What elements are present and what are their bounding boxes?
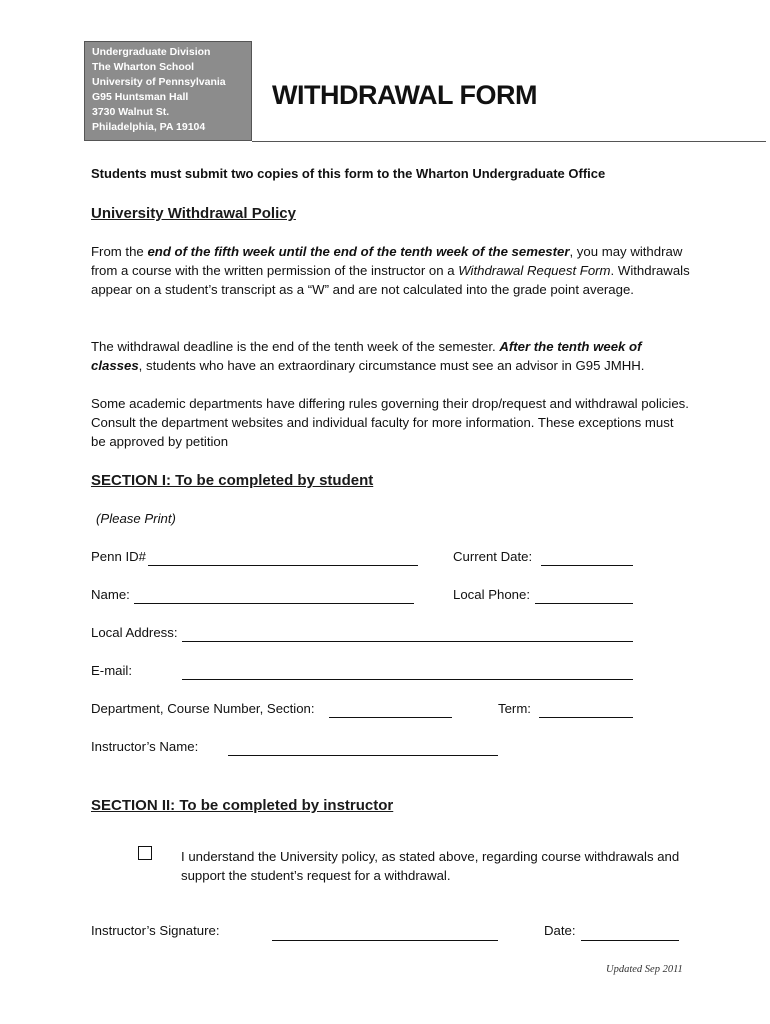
please-print-note: (Please Print)	[96, 511, 176, 526]
text-run: From the	[91, 244, 148, 259]
local-address-field[interactable]	[182, 641, 633, 642]
policy-paragraph-deadline-window	[91, 242, 691, 299]
submission-notice: Students must submit two copies of this form to the Wharton Undergraduate Office	[91, 166, 606, 181]
policy-heading-text: University Withdrawal Policy	[91, 205, 296, 222]
text-run-emphasis: end of the fifth week until the end of the tenth week of the semester	[147, 244, 570, 259]
acknowledgement-text: I understand the University policy, as stated above, regarding course withdrawals and support the student’s request for a withdrawal.	[181, 849, 680, 883]
text-run: , you may withdraw from a course with the written permission of the instructor on a	[91, 244, 683, 278]
address-line: University of Pennsylvania	[92, 76, 226, 88]
instructor-signature-field[interactable]	[272, 940, 498, 941]
instructor-name-field[interactable]	[228, 755, 498, 756]
penn-id-field[interactable]	[148, 565, 418, 566]
signature-date-label: Date:	[544, 923, 576, 938]
text-run-emphasis: After the tenth week of classes	[91, 339, 642, 373]
current-date-label: Current Date:	[453, 549, 533, 564]
signature-date-field[interactable]	[581, 940, 679, 941]
term-label: Term:	[498, 701, 531, 716]
email-label: E-mail:	[91, 663, 133, 678]
policy-heading	[91, 205, 296, 222]
policy-paragraph-departments: Some academic departments have differing rules governing their drop/request and withdrawal policies. Consult the department websites and individual faculty for more information. These exceptions must be approved by petition	[91, 396, 689, 449]
text-run-form-name: Withdrawal Request Form	[458, 263, 611, 278]
acknowledgement-checkbox[interactable]	[138, 846, 152, 860]
section-2-heading: SECTION II: To be completed by instructor	[91, 797, 394, 814]
address-line: The Wharton School	[92, 61, 195, 73]
address-line: G95 Huntsman Hall	[92, 91, 189, 103]
form-title: WITHDRAWAL FORM	[272, 80, 537, 110]
name-field[interactable]	[134, 603, 414, 604]
office-address-box	[84, 41, 252, 141]
instructor-signature-label: Instructor’s Signature:	[91, 923, 220, 938]
department-course-field[interactable]	[329, 717, 452, 718]
local-phone-field[interactable]	[535, 603, 633, 604]
section-1-heading: SECTION I: To be completed by student	[91, 472, 374, 489]
policy-paragraph-deadline	[91, 337, 691, 375]
instructor-name-label: Instructor’s Name:	[91, 739, 199, 754]
address-line: Undergraduate Division	[92, 46, 211, 58]
text-run: , students who have an extraordinary circumstance must see an advisor in G95 JMHH.	[138, 358, 645, 373]
name-label: Name:	[91, 587, 130, 602]
department-course-label: Department, Course Number, Section:	[91, 701, 315, 716]
address-line: Philadelphia, PA 19104	[92, 121, 206, 133]
email-field[interactable]	[182, 679, 633, 680]
local-address-label: Local Address:	[91, 625, 178, 640]
current-date-field[interactable]	[541, 565, 633, 566]
address-line: 3730 Walnut St.	[92, 106, 170, 118]
text-run: The withdrawal deadline is the end of the tenth week of the semester.	[91, 339, 500, 354]
local-phone-label: Local Phone:	[453, 587, 530, 602]
term-field[interactable]	[539, 717, 633, 718]
text-run: . Withdrawals appear on a student’s transcript as a “W” and are not calculated into the grade point average.	[91, 263, 690, 297]
penn-id-label: Penn ID#	[91, 549, 146, 564]
revision-note: Updated Sep 2011	[606, 964, 683, 975]
header-divider	[252, 141, 766, 142]
